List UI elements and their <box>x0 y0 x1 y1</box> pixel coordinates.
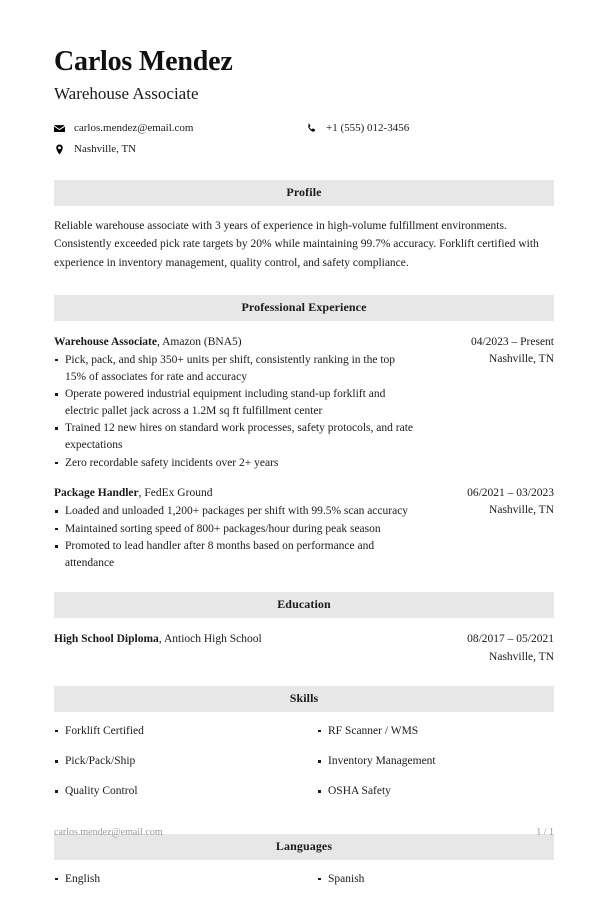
experience-bullets <box>54 503 416 572</box>
experience-organization-text: Amazon (BNA5) <box>162 335 242 348</box>
phone-icon <box>306 123 322 134</box>
map-pin-icon <box>54 144 70 155</box>
section-header-profile: Profile <box>54 180 554 206</box>
languages-column-left <box>54 871 304 901</box>
experience-entry <box>54 334 554 472</box>
list-item: Operate powered industrial equipment including stand-up forklift and electric pallet jack across a 1.2M sq ft fulfillment center <box>54 386 416 420</box>
experience-entry-main <box>54 485 416 572</box>
list-item: Pick/Pack/Ship <box>54 753 304 770</box>
education-dates: 08/2017 – 05/2021 <box>467 633 554 646</box>
education-location: Nashville, TN <box>489 650 554 663</box>
list-item: Quality Control <box>54 783 304 800</box>
skills-column-left <box>54 723 304 814</box>
education-degree: High School Diploma <box>54 633 159 646</box>
experience-entry-meta <box>426 485 554 572</box>
contact-phone-text: +1 (555) 012-3456 <box>326 122 410 135</box>
experience-entry-meta <box>426 334 554 472</box>
contact-info <box>54 122 554 155</box>
section-header-experience: Professional Experience <box>54 295 554 321</box>
section-header-skills: Skills <box>54 686 554 712</box>
contact-phone[interactable] <box>306 122 554 134</box>
envelope-icon <box>54 123 70 134</box>
experience-dates: 04/2023 – Present <box>470 335 554 348</box>
page-footer <box>54 827 554 838</box>
footer-page-number: 1 / 1 <box>536 827 554 838</box>
list-item: Pick, pack, and ship 350+ units per shift, consistently ranking in the top 15% of associates for rate and accuracy <box>54 352 416 386</box>
experience-entry-main <box>54 334 416 472</box>
experience-location: Nashville, TN <box>489 504 554 517</box>
experience-role: Package Handler <box>54 487 139 500</box>
list-item: Maintained sorting speed of 800+ packages/hour during peak season <box>54 521 416 538</box>
section-header-education: Education <box>54 592 554 618</box>
list-item: Forklift Certified <box>54 723 304 740</box>
section-header-languages: Languages <box>54 834 554 860</box>
education-entry-heading <box>54 631 416 648</box>
list-item: Loaded and unloaded 1,200+ packages per shift with 99.5% scan accuracy <box>54 503 416 520</box>
experience-organization: , FedEx Ground <box>138 487 213 500</box>
profile-summary: Reliable warehouse associate with 3 years of experience in high-volume fulfillment environments. Consistently exceeded pick rate targets by 20% while maintaining 99.7% accuracy. Forklift certified with experience in inventory management, quality control, and safety compliance. <box>54 220 539 269</box>
contact-location <box>54 143 306 155</box>
footer-email: carlos.mendez@email.com <box>54 827 163 838</box>
skills-list <box>54 723 554 814</box>
contact-location-text: Nashville, TN <box>74 143 137 156</box>
list-item: Zero recordable safety incidents over 2+ years <box>54 455 416 472</box>
experience-role: Warehouse Associate <box>54 335 157 348</box>
languages-column-right <box>304 871 554 901</box>
contact-email-text: carlos.mendez@email.com <box>74 122 194 135</box>
candidate-headline: Warehouse Associate <box>54 83 199 103</box>
education-entry-meta <box>426 631 554 666</box>
experience-location: Nashville, TN <box>489 352 554 365</box>
skills-column-right <box>304 723 554 814</box>
languages-list <box>54 871 554 901</box>
education-institution: , Antioch High School <box>158 633 262 646</box>
list-item: Promoted to lead handler after 8 months based on performance and attendance <box>54 538 416 572</box>
candidate-name: Carlos Mendez <box>54 46 233 77</box>
education-entry <box>54 631 554 666</box>
experience-organization-text: FedEx Ground <box>144 487 213 500</box>
list-item: English <box>54 871 304 888</box>
list-item: Trained 12 new hires on standard work processes, safety protocols, and rate expectations <box>54 420 416 454</box>
list-item: Spanish <box>317 871 554 888</box>
experience-bullets <box>54 352 416 472</box>
experience-entry-heading <box>54 334 416 351</box>
list-item: RF Scanner / WMS <box>317 723 554 740</box>
contact-email[interactable] <box>54 122 306 134</box>
experience-organization: , Amazon (BNA5) <box>156 335 242 348</box>
list-item: Inventory Management <box>317 753 554 770</box>
education-institution-text: Antioch High School <box>163 633 262 646</box>
education-entry-main <box>54 631 416 666</box>
experience-dates: 06/2021 – 03/2023 <box>467 487 554 500</box>
experience-entry <box>54 485 554 572</box>
experience-entry-heading <box>54 485 416 502</box>
list-item: OSHA Safety <box>317 783 554 800</box>
